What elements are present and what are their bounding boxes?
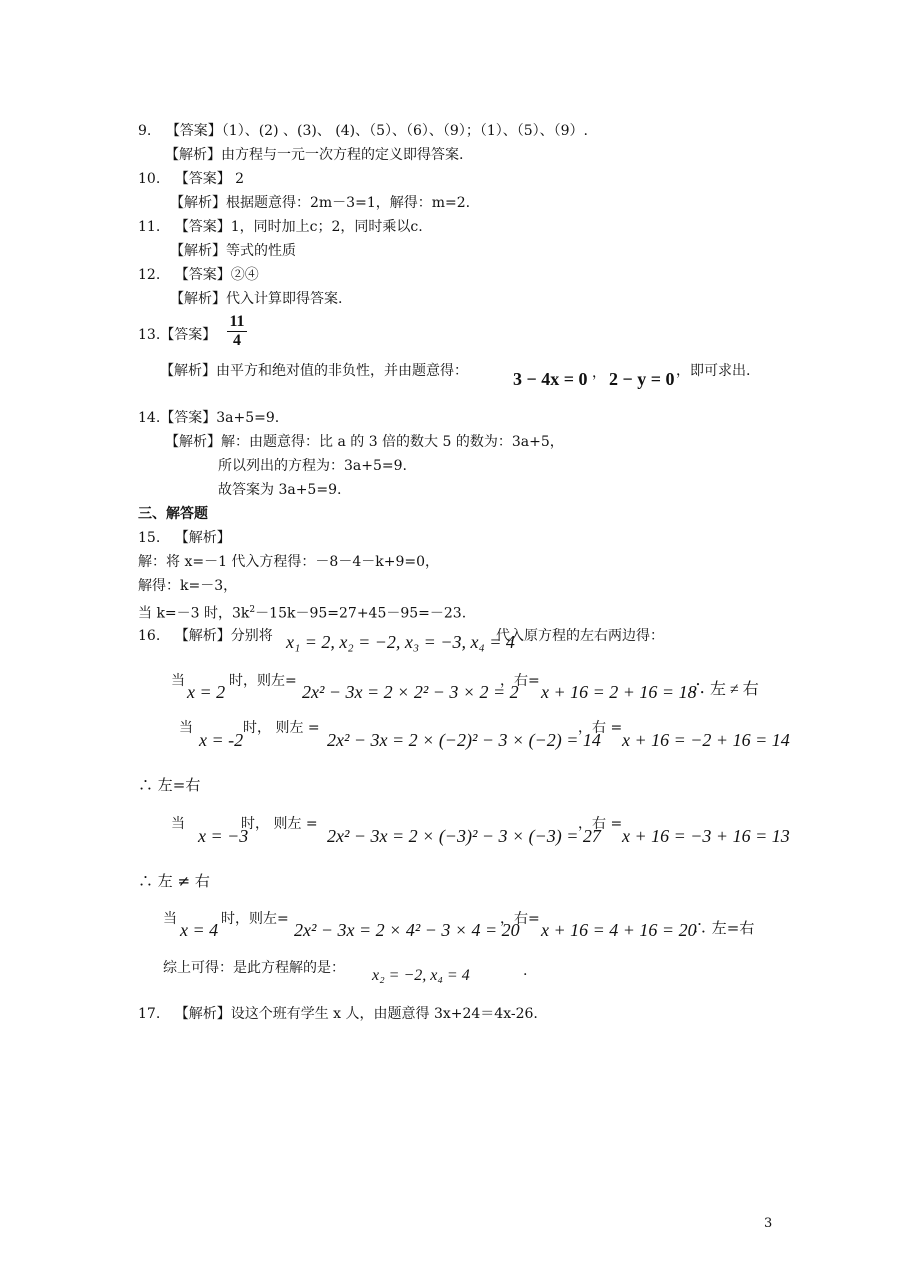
section-heading: 三、解答题 bbox=[138, 506, 208, 522]
q10-line bbox=[138, 170, 244, 188]
q15-l3-b: －15k－95=27+45－95=－23. bbox=[255, 605, 467, 622]
q16-case2-then: 时， 则左 = bbox=[243, 720, 320, 736]
q16-case4-then: 时，则左= bbox=[221, 911, 289, 927]
q16-case2-right-label: ，右 = bbox=[578, 720, 623, 736]
q16-case2-right: x + 16 = −2 + 16 = 14 bbox=[622, 730, 790, 750]
q16-case1-left: 2x² − 3x = 2 × 2² − 3 × 2 = 2 bbox=[302, 682, 519, 702]
q16-case1-right: x + 16 = 2 + 16 = 18 bbox=[541, 682, 697, 702]
q15-l1: 解：将 x=－1 代入方程得：－8－4－k+9=0， bbox=[138, 554, 440, 570]
q9-answer: 【答案】（1）、(2) 、(3)、 (4)、（5）、（6）、（9）；（1）、（5）、（9）. bbox=[165, 123, 589, 139]
q9-analysis: 【解析】由方程与一元一次方程的定义即得答案. bbox=[165, 147, 464, 163]
q16-case3-then: 时， 则左 = bbox=[241, 816, 318, 832]
q16-case4-when: 当 bbox=[163, 911, 177, 927]
q13-comma: ， bbox=[592, 365, 606, 381]
q11-line bbox=[138, 218, 423, 236]
q16-intro-tail: 代入原方程的左右两边得： bbox=[496, 628, 664, 644]
q13-fraction bbox=[226, 313, 248, 350]
q14-number: 14. bbox=[138, 410, 161, 426]
q12-analysis: 【解析】代入计算即得答案. bbox=[170, 291, 343, 307]
q9-line bbox=[138, 122, 588, 140]
q13-line bbox=[138, 326, 216, 344]
q12-answer: 【答案】②④ bbox=[174, 267, 259, 283]
q17-text: 【解析】设这个班有学生 x 人，由题意得 3x+24＝4x-26. bbox=[174, 1006, 538, 1022]
q16-case1-right-label: ，右= bbox=[500, 673, 540, 689]
q16-case2-when: 当 bbox=[179, 720, 193, 736]
q13-tail: ，即可求出. bbox=[676, 363, 751, 379]
q12-line bbox=[138, 266, 259, 284]
q14-answer: 【答案】3a+5=9. bbox=[160, 410, 280, 426]
q16-intro bbox=[138, 627, 273, 645]
q16-summary: 综上可得：是此方程解的是： bbox=[163, 960, 345, 976]
q15-l2: 解得：k=－3， bbox=[138, 578, 238, 594]
q14-line bbox=[138, 409, 279, 427]
q16-case4-conclusion: ∴ 左=右 bbox=[692, 919, 755, 937]
q16-case4-x: x = 4 bbox=[180, 920, 219, 940]
q13-number: 13. bbox=[138, 327, 161, 343]
q10-answer: 【答案】 2 bbox=[174, 171, 245, 187]
q16-case1-x: x = 2 bbox=[187, 682, 226, 702]
q16-number: 16. bbox=[138, 628, 161, 644]
q16-case2-left: 2x² − 3x = 2 × (−2)² − 3 × (−2) = 14 bbox=[327, 730, 601, 750]
q13-fraction-denominator: 4 bbox=[233, 332, 241, 349]
q16-case1-conclusion: ∴ 左 ≠ 右 bbox=[690, 681, 759, 698]
q15-l3 bbox=[138, 601, 466, 623]
q16-case1-when: 当 bbox=[171, 673, 185, 689]
q16-values: x₁ = 2, x₂ = −2, x₃ = −3, x₄ = 4 bbox=[286, 632, 515, 652]
q16-intro-text: 【解析】分别将 bbox=[174, 628, 273, 644]
q13-eq2: 2 − y = 0 bbox=[609, 369, 675, 389]
q16-case3-when: 当 bbox=[171, 816, 185, 832]
q10-analysis: 【解析】根据题意得：2m－3=1，解得：m=2. bbox=[170, 195, 471, 211]
q16-case3-conclusion: ∴ 左 ≠ 右 bbox=[138, 872, 210, 890]
q16-case4-right: x + 16 = 4 + 16 = 20 bbox=[541, 920, 697, 940]
q16-case3-right-label: ，右 = bbox=[578, 816, 623, 832]
q16-case3-x: x = −3 bbox=[198, 826, 249, 846]
q16-case4-right-label: ，右= bbox=[500, 911, 540, 927]
q15-line bbox=[138, 529, 231, 547]
q11-analysis: 【解析】等式的性质 bbox=[170, 243, 296, 259]
q12-number: 12. bbox=[138, 267, 161, 283]
q16-case2-conclusion: ∴ 左=右 bbox=[138, 776, 201, 794]
q14-line3: 故答案为 3a+5=9. bbox=[218, 482, 342, 498]
q13-eq1: 3 − 4x = 0 bbox=[513, 369, 588, 389]
q15-label: 【解析】 bbox=[174, 530, 231, 546]
q9-number: 9. bbox=[138, 123, 152, 139]
q16-summary-end: . bbox=[523, 963, 528, 979]
q17-number: 17. bbox=[138, 1006, 161, 1022]
q13-fraction-numerator: 11 bbox=[229, 313, 245, 330]
q16-case3-left: 2x² − 3x = 2 × (−3)² − 3 × (−3) = 27 bbox=[327, 826, 601, 846]
q16-case2-x: x = -2 bbox=[199, 730, 244, 750]
q14-line2: 所以列出的方程为：3a+5=9. bbox=[218, 458, 407, 474]
q10-number: 10. bbox=[138, 171, 161, 187]
q16-solutions: x₂ = −2, x₄ = 4 bbox=[372, 967, 470, 984]
q17-line bbox=[138, 1005, 538, 1023]
q15-number: 15. bbox=[138, 530, 161, 546]
q13-analysis: 【解析】由平方和绝对值的非负性，并由题意得： bbox=[160, 363, 468, 379]
q11-answer: 【答案】1，同时加上c；2，同时乘以c. bbox=[174, 219, 423, 235]
q16-case3-right: x + 16 = −3 + 16 = 13 bbox=[622, 826, 790, 846]
q16-case1-then: 时，则左= bbox=[229, 673, 297, 689]
page-number: 3 bbox=[764, 1216, 773, 1231]
q13-answer-label: 【答案】 bbox=[160, 327, 217, 343]
q15-l3-a: 当 k=－3 时，3k bbox=[138, 605, 250, 622]
q14-analysis: 【解析】解：由题意得：比 a 的 3 倍的数大 5 的数为：3a+5， bbox=[165, 434, 564, 450]
q16-case4-left: 2x² − 3x = 2 × 4² − 3 × 4 = 20 bbox=[294, 920, 520, 940]
q11-number: 11. bbox=[138, 219, 161, 235]
q15-l3-sup: 2 bbox=[249, 605, 256, 615]
